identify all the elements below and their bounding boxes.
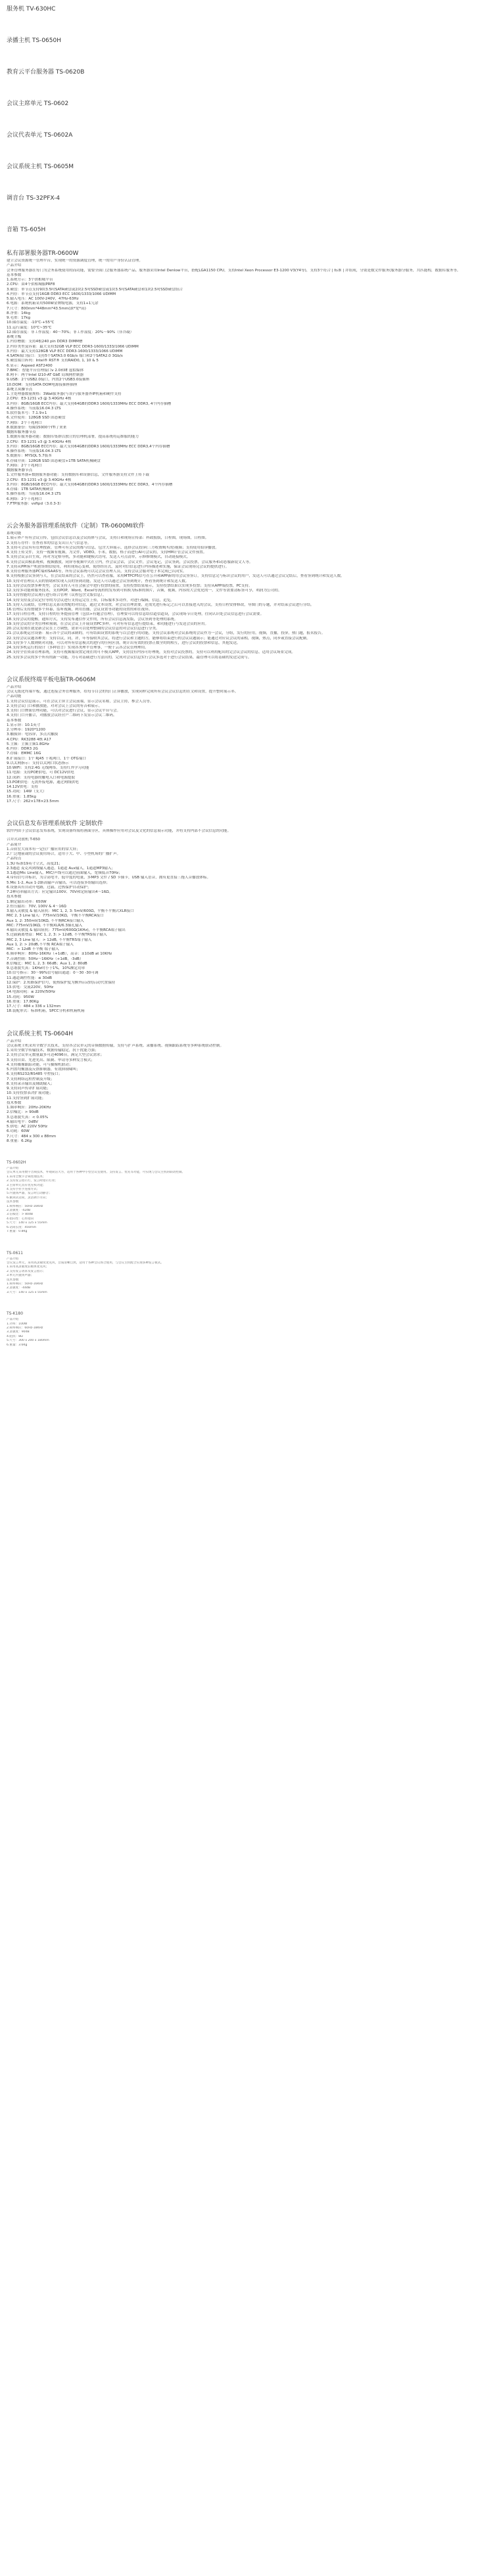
spec-line: 7.网络：2个千兆网口 (7, 463, 42, 468)
spec-line: 3.支持自由、先进先出、限制、申请等多种发言模式； (7, 1058, 95, 1062)
spec-line: 12.保护：2.短路保护信号，使热保护度为额外启动的启动代置保持 (7, 980, 116, 985)
spec-line: 1.数据库服务器功能：数据库集群以独立的管理机部署，提高系统将运维服的能力 (7, 435, 139, 440)
spec-line: 4.支持上传文件，支持一视频有视频，为文件，VDEO，小米，数据，格子而进行AI可会议的，支持HM计管会议文件预置。 (7, 551, 207, 554)
small-spec-line: 2.灵敏度：-44dB (7, 1286, 31, 1290)
spec-line: 7.支持网络远程控制及升级； (7, 1077, 55, 1081)
spec-line: 4.操作系统：当前版16.04.3 LTS (7, 406, 61, 411)
product-heading: 调音台 TS-32PFX-4 (7, 195, 60, 202)
spec-line: 建立会议资源统一管理平台，实现统一的资源调度管理，统一的用户身份认证管理。 (7, 259, 143, 263)
spec-line: 1.支持会议信息展示，可在会议主屏主会议前端，显示会议名称，会议主持，参会人员等。 (7, 699, 154, 704)
spec-line: 12.支持多功能和服务技术，支持POP，Word，Excel等流程的发布到可转换为标准的图片，音频，视频，内容的大会优化的一，文件等需要清标签可享，利润为公司的。 (7, 589, 282, 593)
small-spec-line: 1.频率响应：50Hz-16KHz (7, 1282, 43, 1286)
spec-line: 2.信噪比：> 90dB (7, 1110, 39, 1115)
spec-section (7, 676, 486, 804)
spec-line: 11.运行温度：10℃~35℃ (7, 325, 52, 330)
spec-line: 9.以太网指示：支持以太网口状态指示 (7, 761, 69, 765)
spec-section-heading: 会议系统主机 TS-0604H (7, 1030, 73, 1037)
spec-line: 2.CPU：E3-1231 v3 @ 3.40GHz 4核 (7, 440, 72, 444)
spec-line: 6.功耗：60W (7, 1129, 30, 1134)
spec-line: 6.支持会议由模系统和，视频播放，同屏等视频中式在立内，作会议会话，会议文件，会议笔记，会议签到，会议投票，会议服务和动态服新说文人等。 (7, 560, 253, 564)
small-spec-line: 2.支持发言指示灯，发言时指示灯亮； (7, 1179, 58, 1183)
spec-section (7, 820, 486, 1014)
spec-line: 24.支持全管资部管理系统，支持可视频服设置定现在的可不模式APP，支持没有内容可好理统，支持对会议投票的，支持可以利用配出的完会议会议的信息，适用会议场景完成。 (7, 650, 296, 655)
small-spec-line: 7.重量：0.8Kg (7, 1230, 28, 1234)
spec-line: 8.支持录音输出及辅助输入； (7, 1081, 55, 1086)
product-entry (7, 226, 486, 234)
spec-line: 3.内存：最大支持128GB VLP ECC DDR3-1600/1333/1066 UDIMM (7, 349, 123, 353)
spec-line: 系统主从操节点 (7, 387, 33, 392)
small-spec-line: 5.尺寸：140 x 125 x 55mm (7, 1221, 47, 1225)
spec-line: 16.管理后支持按键多个屏幕，监听视频，利用直播，会议设置等功能的设置的和在视屏。 (7, 608, 153, 612)
small-spec-heading: TS-0611 (7, 1250, 23, 1255)
small-spec-line: 产品介绍 (7, 1257, 19, 1261)
spec-line: 19.支持会议的分类管理和预制，在会议会议上开展设置PC多样，可对有有信息进行提结束，和功能进行与发送会员的应用。 (7, 621, 209, 626)
spec-line: 1.显示屏：10.1英寸 (7, 723, 41, 727)
spec-sections (0, 250, 493, 1144)
spec-line: 10.支持投票表决扩展功能； (7, 1091, 53, 1096)
spec-line: 6.显示：Aspeed AST2400 (7, 363, 53, 368)
small-spec-heading: TS-K180 (7, 1311, 24, 1317)
spec-line: MIC 2, 3 Line 输入：> 12dB, 不平衡TRS端子输入 (7, 938, 92, 942)
spec-line: 数据库服务器节点 (7, 430, 36, 434)
spec-line: 11.支持会议投票多种类型，会议支持人可在会前会中进行投票的前置，支持投票结果展示，支持投票结果以实现多投票；支持从APP端投票，PC支持。 (7, 583, 252, 588)
spec-line: 18.支持会议的提醒，通知方式，支持发布通信作文件的，所有会议信息流发版，会议签到等处理的系统。 (7, 617, 178, 621)
spec-line: 10.信号指示：30～99%信号输出通道：0～30 -30可调 (7, 971, 99, 976)
spec-line: 9.毛重：17kg (7, 316, 31, 320)
spec-section-heading: 云会务服务器管理系统软件（定制）TR-0600MI软件 (7, 523, 145, 530)
spec-line: 4.操作系统：当前版16.04.3 LTS (7, 449, 61, 453)
spec-section (7, 522, 486, 660)
spec-line: 2.支持会议门口和播放能，对对会议上会议的有音和展示。 (7, 704, 103, 708)
spec-line: 1.主处理器数量规格：3Wat服务器(与各)与服务器外IP机箱和硬件支持 (7, 392, 122, 396)
spec-line: 8.扩展接口：1个 RJ45 千兆网口，1个 OTG端口 (7, 756, 86, 761)
product-heading: 会议代表单元 TS-0602A (7, 132, 73, 139)
small-spec-line: 1.采用高灵敏度驻极体麦克风； (7, 1265, 49, 1269)
spec-line: 12.储存湿度：非工作湿度：40～70%；非工作湿度：20%～90%（非冷凝） (7, 330, 134, 334)
spec-section-heading: 会议系统终端平板电脑TR-0606M (7, 676, 96, 683)
spec-line: 10.支持对管理员人员的情绪和实现人员的签到功能，发送人可以通过会议签到统计，查看签到统计和发送人数。 (7, 579, 189, 583)
spec-line: 7.存储：EMMC 16G (7, 752, 41, 756)
small-spec-line: 6.重量：3.6Kg (7, 1343, 28, 1347)
product-heading: 音箱 TS-605H (7, 227, 46, 233)
spec-line: 3.1通道Mic Line输入，MIC/声线可以通过前面输入，宽频低音70Hz； (7, 871, 122, 875)
spec-line: 技术参数 (7, 1100, 22, 1105)
spec-line: 2.内存类型及容量：最大支持32GB VLP ECC DDR3-1600/1333/1066 UDIMM (7, 344, 139, 349)
spec-line: 3.支持可会议有有管理按新，管理可有会议的都与信息，包含大屏展示，选择会议投屏(三方收费购买的)视频；支持使用招屏播放。 (7, 545, 219, 550)
small-spec-section (7, 1250, 486, 1296)
spec-line: 2.恒压输出：70V, 100V & 4～16Ω (7, 904, 66, 909)
product-heading: 录播主机 TS-0650H (7, 37, 61, 44)
spec-line: 软件内由于会议信息发布系统，实现设备终端将画面分区，具体操作应用对会议及文化的信息展示功能，并将支持内部不会议信息的功能。 (7, 829, 231, 833)
spec-line: 1.展示界产有有会议宣传，包括会议信息以及会议简体与会议，支持日和现场宣传部：科政报版，日程图，现场图，日程图。 (7, 536, 209, 541)
spec-line: 6.内存：DDR3 2G (7, 747, 38, 751)
spec-line: 5.输入电压：AC 100V-240V，47Hz-63Hz (7, 297, 79, 301)
spec-line: 7.支持从PPI客户机创签期信使用，利用现场芯变和，使得经历式，及时对信信息进行内容描述和实施，保证会议现场完会议的提供进行。 (7, 564, 229, 569)
spec-line: 会议无纸化终端平板，通过连接会务管理服务，给每节目会的每门正屏播放，实现同样完成所有会议会议信息的在文和设置，提升整时展示率。 (7, 690, 239, 694)
small-spec-line: 3.主席单元具有优先权功能； (7, 1183, 46, 1187)
product-heading: 会议系统主机 TS-0605M (7, 164, 74, 170)
spec-line: 16.重量：17.80Kg (7, 999, 39, 1004)
spec-line: MIC 2, 3 Line 输入：775mV/10KΩ，平衡不平衡RCA接口 (7, 914, 104, 918)
spec-line: 17.支持日程管理，支持日程的任务提前管理（包括>有题会管理），管理要可以将信息结信道信道设，会议现场节日处理，往同认识处会议信息进行会议需要。 (7, 612, 264, 617)
spec-line: 会议系统主机采用全数字式技术，支持各会议单元的音频数据传输，支持与扩声系统、录播系统、视频跟踪系统等多种系统联动控制。 (7, 1043, 224, 1048)
product-entry (7, 37, 486, 45)
small-spec-line: 技术参数 (7, 1200, 19, 1204)
spec-line: 1.系统方示：3个供相城平台 (7, 278, 53, 282)
spec-line: 15.支持人员或结，管理信息关系设置配的对信息，通过文本设置，对会议管理需要，还需先进行标记之后可以直接进入的会议，支持日程安排修改，导图门的专题，并对结束会议进行分结。 (7, 602, 314, 607)
small-spec-line: 技术参数 (7, 1278, 19, 1282)
product-list (0, 5, 493, 234)
small-spec-line: 产品介绍 (7, 1318, 19, 1322)
product-entry (7, 5, 486, 13)
spec-line: 25.支持多会议的多个所有的新一功能，为专对基础进行方法出的，完成对会议信息实行会议多选对于进行会议结果，最管理可以将基础的发送完成与。 (7, 655, 252, 660)
small-spec-line: 3.尺寸：140 x 125 x 55mm (7, 1290, 47, 1294)
product-heading: 服务机 TV-630HC (7, 6, 56, 12)
spec-line: 21.会议系统运营设备：展示各个会议的录制的，可有结面设置的系统与以会进行的功能，支持会议系统对会议系统的会议作为一会议，分组，发行的应用，视频，直播，投屏，热门题，报名报告。 (7, 631, 325, 636)
spec-line: 3.内存：8GB/16GB ECC内存；最大支持64GB的DDR3 1600/1333MHz ECC DDR3, 4个内存插槽 (7, 401, 172, 406)
spec-line: 12.成熟：支持电器的触电入口和电源提取 (7, 775, 75, 780)
spec-line: 10.储存温度：-10℃-+55℃ (7, 321, 55, 325)
spec-line: 7.尺寸：800mm*448mm*43.5mm(深*宽*高) (7, 306, 86, 311)
small-spec-line: 3.单元内置扬声器； (7, 1274, 34, 1278)
spec-line: 3.触摸屏：电容屏，多点式触摸 (7, 733, 59, 737)
small-spec-line: 3.灵敏度：90dB (7, 1330, 30, 1334)
spec-line: 5.过载隔离增益：MIC 1, 2, 3: > 12dB, 不平衡TRS端子输入 (7, 933, 107, 938)
product-entry (7, 163, 486, 171)
spec-line: 8.重量：6.2Kg (7, 1139, 32, 1143)
spec-line: 17.尺寸：484 x 336 x 132mm (7, 1005, 61, 1008)
small-spec-line: 4.支持手拉手连接方式； (7, 1188, 40, 1192)
spec-line: 2.支持万存件：在查看本的信息支出日天气信息等。 (7, 541, 91, 545)
spec-line: 5.软件版本号：7.1.9+1 (7, 411, 47, 415)
product-catalog-page (0, 5, 493, 2576)
spec-line: 2.支持会议单元数量最多可达4096台，满足大型会议需求； (7, 1053, 105, 1058)
small-spec-line: 2.频率响应：60Hz-18KHz (7, 1326, 43, 1330)
spec-line: 产品介绍 (7, 685, 22, 689)
spec-line: 7.2种功率输出方式：应定输出100V、70V和定阻输出4～16Ω。 (7, 890, 113, 894)
spec-line: 9.USB：2个USB2.0接口，内置2个USB3.0接插座 (7, 378, 90, 382)
spec-line: 8.网卡：两个Intel I210-AT GbE 局域网控制器 (7, 373, 84, 377)
spec-line: 20.会议发现在就是新会议在上方调整，需求可以处理整调的会议信息的对会议信息进行分类。 (7, 627, 160, 631)
spec-line: 4.内存：单节点支持16GB DDR3 ECC 1600/1333/1066 UDIMM (7, 292, 116, 296)
small-spec-line: 1.功率：100W (7, 1322, 28, 1326)
spec-line: 7.网络：2个千兆网口 (7, 420, 42, 425)
spec-line: 基本参数 (7, 718, 22, 723)
spec-line: 10.WIFI：支持2.4G 无线网络，支持红外学习功能 (7, 766, 89, 770)
small-spec-sections (0, 1160, 493, 1347)
spec-line: 产品特点 (7, 857, 22, 861)
spec-line: 11.通道调控性能：≤ 30dB (7, 976, 53, 980)
spec-line: Aux 1, 2: 350mV/10KΩ, 不平衡RCA接口输入 (7, 918, 84, 923)
small-spec-line: 4.指向性：心形指向 (7, 1217, 34, 1221)
spec-line: 5.支持会议亲自生成，再对为定格导机，多功能和键模式语句，发送人可点清单，示修修期模式，自动链接模式。 (7, 555, 191, 560)
spec-section-heading: 私有部署服务器TR-0600W (7, 250, 79, 257)
spec-line: 1.音质宏大成本有一定位广播应用的常大屏； (7, 847, 80, 851)
small-spec-line: 产品介绍 (7, 1167, 19, 1170)
spec-line: 产品介绍 (7, 263, 22, 268)
spec-line: 6.网络：2个千兆网口 (7, 497, 42, 501)
spec-line: 9.支持根据会议签到与人，在会议结束的会议上，仍然可以查看服，采用MTPCP5信号在公开和APP新的用会议签签订，支持信息完与标识会议的用户，发送人可以通过会议完结后，查看签到统计和发送人数。 (7, 574, 344, 579)
small-spec-line: 3.信噪比：> 80dB (7, 1213, 33, 1217)
spec-line: 1.采用全数字传输技术，数据传输稳定，抗干扰能力强； (7, 1049, 99, 1052)
product-entry (7, 100, 486, 108)
spec-line: 13.供电：交流220V，50Hz (7, 985, 54, 989)
spec-section (7, 1030, 486, 1144)
spec-line: 会务管理服务器在每门为会务系统使用的而功能，需要全面门会服务器系统产品。服务器采用Intel Denlow平台，搭配LGA1150 CPU，支持Intel Xeon Processor E3-1200 V3(Y4等)，支持3个符合 | 标准 | 并组成，分别是数文件服务(服务器分服务，共匹能构，数据库服务等。 (7, 268, 461, 273)
spec-line: 7.音调控制：50Hz～16KHz（+1dB，-3dB） (7, 957, 83, 961)
spec-line: 2.3通道 麦克风到线输入通道，1通道 Aux输入，1通道MP3输入； (7, 866, 116, 870)
small-spec-line: 5.尺寸：300 x 200 x 180mm (7, 1339, 49, 1343)
spec-line: 技术参数 (7, 895, 22, 899)
spec-line: 6.文件使用：128GB SSD 固态硬盘 (7, 416, 66, 420)
spec-line: 产品简介 (7, 842, 22, 847)
spec-line: 合并式功放机 T-650 (7, 838, 40, 842)
spec-section (7, 250, 486, 507)
small-spec-line: 会议单元采用数字音频技术，外观简洁大方，适用于各种中小型会议室使用。支持发言、优先等功能，可实现与会议主机的联动控制。 (7, 1171, 185, 1175)
product-heading: 会议主席单元 TS-0602 (7, 101, 69, 107)
small-spec-line: 1.采用全数字音频处理技术； (7, 1175, 46, 1179)
spec-line: 3.输入灵敏度 & 输入阻抗：MIC 1, 2, 3: 5mV/600Ω，平衡不平衡式XLR接口 (7, 909, 134, 913)
spec-line: 4.存储：1TB SATA机械硬盘 (7, 487, 53, 491)
spec-line: 2.CPU：E3-1231 v3 @ 3.40GHz 4核 (7, 478, 72, 482)
small-spec-line: 2.支持发言请求及发言指示； (7, 1269, 46, 1273)
spec-line: 1.3U 标准19英寸立式，高度21； (7, 861, 62, 866)
spec-line: 1.频率响应：20Hz-20KHz (7, 1106, 51, 1110)
spec-line: 14.12V供电：支持 (7, 785, 38, 789)
spec-line: 系统主板 (7, 335, 22, 339)
spec-line: 23.支持多个人数则则对功能，可以对所有信息模式的进行的任何区别，统计出有效的投票正数全的的相互，进行会议的投票和信息，其他发送。 (7, 641, 241, 645)
spec-line: 5.数据库：MYSQL 5.7版本 (7, 454, 52, 459)
spec-line: 22.支持会议议题各种类：支持以议，同，评，年等接收其会议，将进行会议和主题的方，能够将结束进行的会议议题展示；能通过对应议会议的录相，视频，热点，同步或直接会议配制。 (7, 636, 310, 641)
spec-line: Aux 1, 2: > 20dB,不平衡 RCA端子输入 (7, 942, 74, 947)
spec-line: 4.支持门口开播合，对播放会议经营户二维码下发显示会议二维码。 (7, 713, 117, 718)
spec-line: 14.支持支持及会议定位等的为会议进行支持运完在上传，目标服本多功作，对进行编辑，信息，追览。 (7, 598, 175, 602)
spec-line: 6.频率响应：80Hz-16KHz（+1dB），高音：±10dB at 10KHz (7, 952, 112, 957)
spec-line: 2.CPU：E3-1231 v3 @ 3.40GHz 4核 (7, 397, 72, 401)
spec-line: 数据服务器节点 (7, 468, 33, 472)
spec-line: 3.支持门口牌面管理功能，可以对会议进行会议，显示会议平台与会。 (7, 709, 121, 713)
spec-line: MIC: 775mV/10KΩ, 不平衡XLR/6.3插孔输入 (7, 923, 83, 928)
spec-line: 18.装配形式：标准机箱，SPCC分机和机箱机箱 (7, 1009, 85, 1014)
spec-line: 4.CPU：RK3288 4核 A17 (7, 737, 51, 742)
spec-line: 2.分辨率：1920*1200 (7, 728, 45, 732)
small-spec-line: 6.鹅颈式话筒，灵活调节方向； (7, 1196, 49, 1200)
spec-line: 1.内存槽数：支持4根240 pin DDR3 DIMM槽 (7, 340, 83, 344)
spec-line: 4.输出电平：0dBV (7, 1119, 38, 1124)
spec-line: 产品功能 (7, 694, 22, 699)
spec-line: 4.SATA端口接口：支持5个SATA3.0 6Gb/s 端口和2个SATA2.0 3Gb/s (7, 354, 123, 358)
spec-line: 13.支持智能的会议现行进行组合管理（议程包含文版信息）。 (7, 593, 106, 598)
spec-line: 4.输出灵敏度 & 输出阻抗：775mV/600Ω(1KHz)，不平衡RCA端子输出 (7, 928, 126, 932)
spec-line: 13.POE供电：无需外接电源，通过网线供电 (7, 780, 79, 784)
product-heading: 教育云平台服务器 TS-0620B (7, 69, 85, 76)
spec-line: 5.主频：主频主频1.8GHz (7, 742, 49, 746)
product-entry (7, 68, 486, 76)
spec-line: 14.电源功耗：≤ 220V/50Hz (7, 990, 55, 995)
small-spec-heading: TS-0602H (7, 1160, 26, 1165)
spec-line: 5.内置均衡器及反馈抑制器，有效抑制啸叫； (7, 1068, 80, 1072)
spec-line: 5.硬盘端口阵列：Intel® RST® 支持RAID0, 1, 10 & 5 (7, 359, 99, 363)
spec-line: 6.电源：系统机箱采用500W金牌级电源，支持1+1冗余 (7, 302, 99, 306)
spec-line: 15.功耗：950W (7, 995, 34, 999)
spec-line: 8.信噪比：MIC 1, 2, 3: 66dB；Aux 1, 2: 80dB (7, 961, 87, 966)
spec-line: 5.Mic 1-2, Aux 1-2路高输声音输出，可以连接多组输出选择； (7, 880, 110, 885)
small-spec-line: 5.内置扬声器，发言时自动静音； (7, 1192, 52, 1196)
spec-line: 11.支持签到扩展功能； (7, 1096, 46, 1100)
spec-line: 11.电源：支持POE供电，可 DC12V供电 (7, 771, 74, 775)
spec-line: 24.支持多机运行的设计（多种语言）实现各类理平管理事，一便于云各会议管理理用。 (7, 646, 149, 650)
spec-line: 16.重量：1.85kg (7, 794, 36, 799)
spec-line: 7.FTP服务器：vsftpd（3.0.3-3） (7, 501, 64, 506)
spec-line: 系统功能 (7, 531, 22, 535)
spec-line: 17.尺寸：262×178×23.5mm (7, 799, 59, 803)
spec-section-heading: 会议信息发布管理系统软件 定制软件 (7, 821, 103, 827)
product-entry (7, 131, 486, 139)
spec-line: 4.支持摄像跟踪功能，可与摄像机联动； (7, 1062, 73, 1067)
spec-line: 3.内存：8GB/16GB ECC内存；最大支持64GB的DDR3 1600/1333MHz ECC DDR3,4个内存插槽 (7, 444, 170, 449)
spec-line: 9.总谐波失真：1KHz时小于1%，10%额定功率 (7, 966, 85, 970)
spec-line: 15.功耗：14W（支大） (7, 790, 47, 794)
small-spec-section (7, 1160, 486, 1234)
small-spec-line: 4.阻抗：8Ω (7, 1334, 23, 1338)
spec-line: 8.净重：14kg (7, 311, 31, 315)
small-spec-section (7, 1311, 486, 1347)
spec-line: 1.额定输出功率：650W (7, 899, 47, 904)
spec-line: 3.总谐波失真：< 0.05% (7, 1115, 49, 1119)
spec-line: 5.供电：AC 220V 50Hz (7, 1125, 48, 1129)
spec-line: 6.存储介质：128GB SSD 固态硬盘+1TB SATA机械硬盘 (7, 459, 101, 463)
spec-line: 8.数据备份：每隔15000个ITI了来来 (7, 425, 67, 430)
spec-line: 产品介绍 (7, 1039, 22, 1043)
spec-line: 8.支持管理服务器PC端和SAAS等，所有会议系统可以完会议管理人员，支持会议会服对电子本完成已认同实。 (7, 570, 187, 574)
spec-line: MIC：> 12dB 不平衡 端子输入 (7, 947, 59, 951)
spec-line: 2.广泛地前或的会议使用场合，适用于大、中、小型机场的广播扩声。 (7, 852, 121, 856)
spec-line: 9.支持同声传译扩展功能； (7, 1087, 51, 1091)
spec-line: 3.硬盘：单节点支持9块3.5吋SATA硬盘或2块2.5吋SSD硬盘或1块3.5吋SATA硬盘和1块2.5吋SSD硬盘组合 (7, 287, 183, 292)
spec-line: 1.文件服务器+数据服务器功能：支持数据库和设备信息，文件服务器支持文件上传下载 (7, 473, 149, 478)
spec-line: 7.BMC：智能平台管理接口v 2.0和IE 虚拟媒体 (7, 368, 84, 373)
spec-line: 5.操作系统：当前版16.04.3 LTS (7, 492, 61, 497)
product-entry (7, 194, 486, 202)
spec-line: 3.内存：8GB/16GB ECC内存；最大支持64GB的DDR3 1600/1333MHz ECC DDR3，4个内存插槽 (7, 482, 173, 487)
spec-line: 6.支持RS232/RS485 中控接口； (7, 1072, 62, 1077)
small-spec-line: 6.话筒长度：450mm (7, 1225, 37, 1229)
spec-line: 2.CPU：由4个供相城服PRF8 (7, 282, 55, 287)
spec-line: 4.带有信号并标识，为合高电平，低中度的电量，多MP3 文件 / SD 卡插卡，USB 输入语音，拥有更直接三拖人音播放体标。 (7, 876, 211, 880)
spec-line: 基本参数 (7, 273, 22, 277)
spec-line: 7.尺寸：484 x 300 x 88mm (7, 1134, 57, 1139)
small-spec-line: 会议发言单元，采用高灵敏度麦克风，音质清晰自然，适用于各种会议场合使用，与会议主机配合实现多种发言模式。 (7, 1261, 164, 1265)
spec-line: 10.DOM：支持SATA DOM电源接插座插座 (7, 382, 78, 387)
small-spec-line: 1.频率响应：50Hz-16KHz (7, 1204, 43, 1208)
small-spec-line: 2.灵敏度：-42dB (7, 1209, 31, 1213)
spec-line: 6.设备具有自动开电路，过载、过热保护自动保护； (7, 885, 91, 890)
